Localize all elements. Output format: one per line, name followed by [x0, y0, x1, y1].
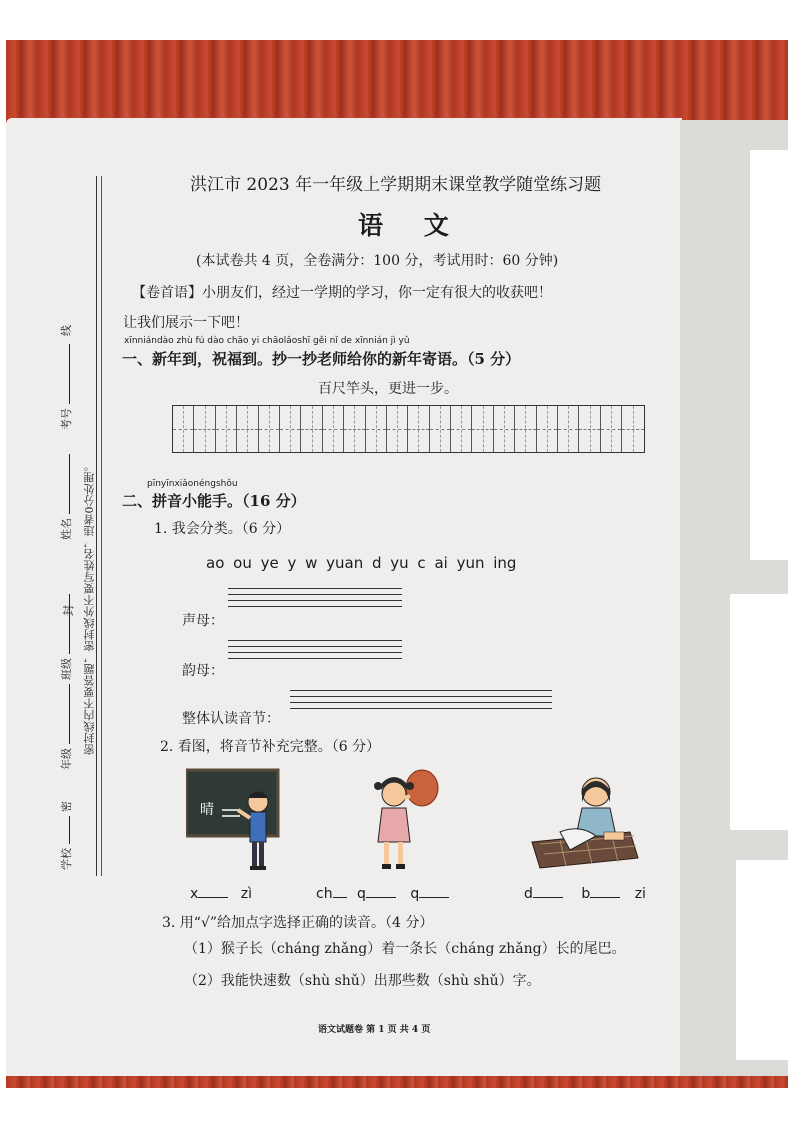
- grid-cell[interactable]: [387, 406, 408, 452]
- grid-cell[interactable]: [408, 406, 429, 452]
- grid-cell[interactable]: [558, 406, 579, 452]
- grid-cell[interactable]: [194, 406, 215, 452]
- q1-poem: 百尺竿头，更进一步。: [318, 381, 458, 397]
- zhengti-writing-lines[interactable]: [290, 690, 552, 714]
- q1-title: 一、新年到，祝福到。抄一抄老师给你的新年寄语。（5 分）: [122, 350, 521, 368]
- exam-info: (本试卷共 4 页，全卷满分：100 分，考试用时：60 分钟): [196, 253, 559, 269]
- fill-group-3: d b zi: [524, 886, 646, 902]
- boy-blackboard-picture: [186, 768, 282, 872]
- preface-line-1: 【卷首语】小朋友们，经过一学期的学习，你一定有很大的收获吧！: [132, 285, 552, 301]
- label-zhengti: 整体认读音节：: [182, 711, 280, 727]
- preface-line-2: 让我们展示一下吧！: [123, 315, 249, 331]
- binding-feng: 封: [62, 605, 75, 616]
- shengmu-writing-lines[interactable]: [228, 588, 402, 612]
- blank[interactable]: [366, 897, 396, 898]
- page-footer: 语文试题卷 第 1 页 共 4 页: [318, 1025, 431, 1035]
- grid-cell[interactable]: [237, 406, 258, 452]
- q2-title: 二、拼音小能手。（16 分）: [122, 492, 306, 510]
- grid-cell[interactable]: [216, 406, 237, 452]
- grid-cell[interactable]: [451, 406, 472, 452]
- grid-cell[interactable]: [280, 406, 301, 452]
- q2-sub3-line2: （2）我能快速数（shù shǔ）出那些数（shù shǔ）字。: [184, 973, 541, 989]
- q2-sub2: 2. 看图，将音节补充完整。（6 分）: [160, 739, 381, 755]
- binding-xingming: 姓名: [58, 450, 74, 540]
- fill-group-2: ch q q: [316, 886, 449, 902]
- blank[interactable]: [333, 897, 347, 898]
- yunmu-writing-lines[interactable]: [228, 640, 402, 664]
- blank[interactable]: [533, 897, 563, 898]
- grid-cell[interactable]: [601, 406, 622, 452]
- grid-cell[interactable]: [344, 406, 365, 452]
- blank[interactable]: [590, 897, 620, 898]
- pinyin-letter-list: ao ou ye y w yuan d yu c ai yun ing: [206, 554, 517, 572]
- grid-cell[interactable]: [259, 406, 280, 452]
- grid-cell[interactable]: [173, 406, 194, 452]
- subject-title: 语 文: [358, 211, 465, 240]
- binding-note: 密封线内不要答题，密封线外不要写姓名，违者0分处理。: [83, 460, 96, 755]
- q2-sub1: 1. 我会分类。（6 分）: [154, 521, 291, 537]
- grid-cell[interactable]: [430, 406, 451, 452]
- blank[interactable]: [419, 897, 449, 898]
- label-yunmu: 韵母：: [182, 663, 224, 679]
- wood-table-bottom: [6, 1076, 788, 1088]
- label-shengmu: 声母：: [182, 613, 224, 629]
- grid-cell[interactable]: [579, 406, 600, 452]
- q2-sub3: 3. 用“√”给加点字选择正确的读音。（4 分）: [162, 915, 434, 931]
- grid-cell[interactable]: [301, 406, 322, 452]
- girl-balloon-picture: [364, 768, 444, 872]
- binding-banji: 班级: [58, 590, 74, 680]
- exam-title: 洪江市 2023 年一年级上学期期末课堂教学随堂练习题: [190, 175, 602, 195]
- q1-pinyin: xīnniándào zhù fú dào chāo yi chāolǎoshī gěi nǐ de xīnnián jì yǔ: [124, 336, 410, 346]
- q2-pinyin: pīnyīnxiǎonéngshǒu: [147, 479, 238, 489]
- girl-sitting-picture: [530, 770, 640, 870]
- grid-cell[interactable]: [472, 406, 493, 452]
- grid-cell[interactable]: [515, 406, 536, 452]
- binding-kaohao: 考号线: [60, 325, 73, 430]
- q2-sub3-line1: （1）猴子长（cháng zhǎng）着一条长（cháng zhǎng）长的尾巴。: [184, 941, 626, 957]
- binding-xuexiao: 学校密: [60, 801, 73, 870]
- blank[interactable]: [198, 897, 228, 898]
- grid-cell[interactable]: [537, 406, 558, 452]
- grid-cell[interactable]: [494, 406, 515, 452]
- fill-group-1: x zì: [190, 886, 252, 902]
- grid-cell[interactable]: [366, 406, 387, 452]
- board-char: 晴: [200, 802, 214, 818]
- next-page-edge: [680, 120, 788, 1080]
- writing-grid[interactable]: [172, 405, 645, 453]
- grid-cell[interactable]: [622, 406, 643, 452]
- grid-cell[interactable]: [323, 406, 344, 452]
- binding-nianji: 年级: [58, 680, 74, 770]
